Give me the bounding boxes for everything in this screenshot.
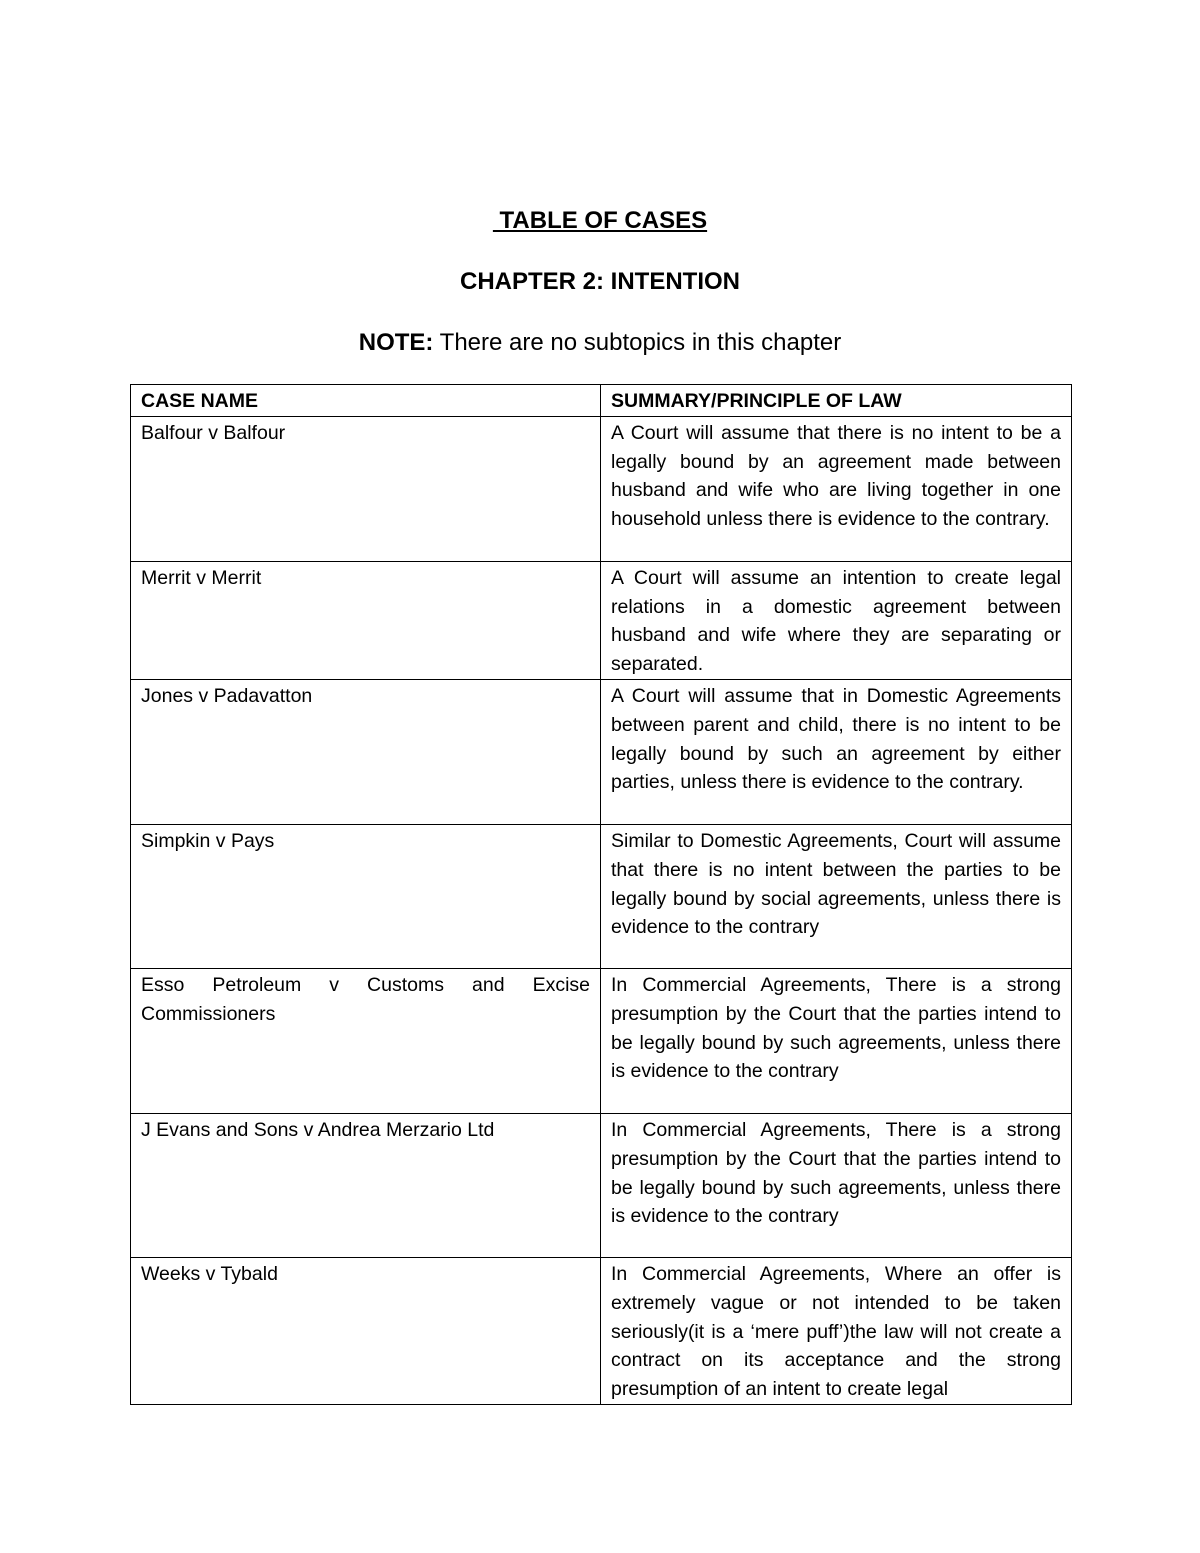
case-summary-cell: In Commercial Agreements, Where an offer is extremely vague or not intended to be taken seriously(it is a ‘mere puff’)the law will not create a contract on its acceptance and the strong presumption of an intent to create legal (601, 1257, 1072, 1404)
cases-table (130, 384, 1072, 1405)
case-name-cell: Balfour v Balfour (131, 416, 601, 561)
table-row (131, 416, 1072, 561)
case-summary-cell: A Court will assume that in Domestic Agreements between parent and child, there is no intent to be legally bound by such an agreement by either parties, unless there is evidence to the contrary. (601, 679, 1072, 824)
column-header-summary: SUMMARY/PRINCIPLE OF LAW (601, 385, 1072, 417)
case-summary-cell: Similar to Domestic Agreements, Court will assume that there is no intent between the parties to be legally bound by social agreements, unless there is evidence to the contrary (601, 824, 1072, 968)
table-row (131, 968, 1072, 1113)
chapter-note (0, 328, 1200, 358)
note-label: NOTE: (358, 329, 434, 356)
chapter-heading: CHAPTER 2: INTENTION (459, 268, 740, 295)
case-name-cell: J Evans and Sons v Andrea Merzario Ltd (131, 1113, 601, 1257)
table-row (131, 1113, 1072, 1257)
case-name-cell: Esso Petroleum v Customs and Excise Commissioners (131, 968, 601, 1113)
table-row (131, 679, 1072, 824)
case-summary-cell: A Court will assume an intention to create legal relations in a domestic agreement between husband and wife where they are separating or separated. (601, 561, 1072, 679)
table-header-row (131, 385, 1072, 417)
case-name-cell: Weeks v Tybald (131, 1257, 601, 1404)
note-text: There are no subtopics in this chapter (433, 329, 842, 356)
table-row (131, 561, 1072, 679)
case-name-cell: Jones v Padavatton (131, 679, 601, 824)
case-name-cell: Simpkin v Pays (131, 824, 601, 968)
table-row (131, 824, 1072, 968)
case-name-cell: Merrit v Merrit (131, 561, 601, 679)
case-summary-cell: A Court will assume that there is no intent to be a legally bound by an agreement made between husband and wife who are living together in one household unless there is evidence to the contrary. (601, 416, 1072, 561)
case-summary-cell: In Commercial Agreements, There is a strong presumption by the Court that the parties intend to be legally bound by such agreements, unless there is evidence to the contrary (601, 1113, 1072, 1257)
case-summary-cell: In Commercial Agreements, There is a strong presumption by the Court that the parties intend to be legally bound by such agreements, unless there is evidence to the contrary (601, 968, 1072, 1113)
document-title: TABLE OF CASES (492, 207, 708, 234)
column-header-case-name: CASE NAME (131, 385, 601, 417)
table-row (131, 1257, 1072, 1404)
